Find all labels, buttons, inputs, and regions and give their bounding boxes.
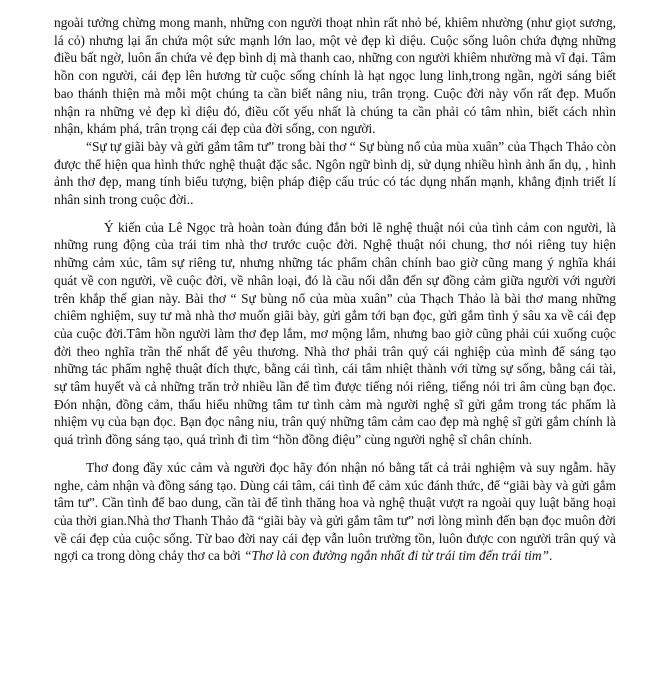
document-page <box>54 14 616 565</box>
paragraph-conclusion <box>54 459 616 565</box>
paragraph-beauty-of-life: ngoài tưởng chừng mong manh, những con người thoạt nhìn rất nhỏ bé, khiêm nhường (như giọt sương, lá cỏ) nhưng lại ẩn chứa một sức mạnh lớn lao, một vẻ đẹp kì diệu. Cuộc sống luôn chứa đựng những điều bất ngờ, luôn ẩn chứa vẻ đẹp bình dị mà thanh cao, những con người khiêm nhường mà vĩ đại. Tâm hồn con người, cái đẹp lên hương từ cuộc sống chính là hạt ngọc lung linh,trong ngần, ngời sáng biết bao thánh thiện mà mỗi một chúng ta cần biết nâng niu, trân trọng. Cuộc đời này vốn rất đẹp. Muốn nhận ra những vẻ đẹp kì diệu đó, điều cốt yếu nhất là chúng ta cần phải có tâm nhìn, biết cách nhìn nhận, khám phá, trân trọng cái đẹp của đời sống, con người. <box>54 15 616 137</box>
conclusion-text: Thơ đong đầy xúc cảm và người đọc hãy đón nhận nó bằng tất cả trải nghiệm và suy ngẫm. hãy nghe, cảm nhận và đồng sáng tạo. Dùng cái tâm, cái tình để cảm xúc đánh thức, để “giãi bày và gửi gắm tâm tư”. Cần tình để bao dung, cần tài để tình thăng hoa và nghệ thuật vượt ra ngoài quy luật băng hoại của thời gian.Nhà thơ Thanh Thảo đã “giãi bày và gửi gắm tâm tư” nơi lòng mình đến bạn đọc muôn đời về cái đẹp của cuộc sống. Từ bao đời nay cái đẹp vẫn luôn trường tồn, luôn được con người trân quý và ngợi ca trong dòng chảy thơ ca bởi <box>54 459 616 564</box>
paragraph-le-ngoc-tra-opinion: Ý kiến của Lê Ngọc trà hoàn toàn đúng đắn bởi lẽ nghệ thuật nói của tình cảm con người, là những rung động của trái tim nhà thơ trước cuộc đời. Nghệ thuật nói chung, thơ nói riêng tuy hiện những cảm xúc, tâm sự riêng tư, nhưng những tác phẩm chân chính bao giờ cũng mang ý nghĩa khái quát về con người, về cuộc đời, về nhân loại, đó là cầu nối dẫn đến sự đồng cảm giữa người với người trên khắp thế gian này. Bài thơ “ Sự bùng nổ của mùa xuân” của Thạch Thảo là bài thơ mang những chiêm nghiệm, suy tư mà nhà thơ muốn giãi bày, gửi gắm tới bạn đọc, gửi gắm tình ý sâu xa về cái đẹp của cuộc đời.Tâm hồn người làm thơ đẹp lắm, mơ mộng lắm, nhưng bao giờ cũng phải cúi xuống cuộc đời theo nghĩa trần thế nhất để yêu thương. Nhà thơ phải trân quý cái nghiệp của mình để sáng tạo những tác phẩm nghệ thuật đích thực, bằng cái tình, cái tâm nhiệt thành với từng sự sống, bằng cái tài, sự tâm huyết và cả những trăn trở nhiều lần để tìm được tiếng nói riêng, tiếng nói tri âm cùng bạn đọc. Đón nhận, đồng cảm, thấu hiểu những tâm tư tình cảm mà người nghệ sĩ gửi gắm trong tác phẩm là nhiệm vụ của bạn đọc. Bạn đọc nâng niu, trân quý những tâm cảm cao đẹp mà nghệ sĩ gửi gắm chính là quá trình đồng sáng tạo, quá trình đi tìm “hồn đồng điệu” cùng người nghệ sĩ chân chính. <box>54 219 616 448</box>
paragraph-gap <box>54 209 616 219</box>
paragraph-artistic-form: “Sự tự giãi bày và gửi gắm tâm tư” trong bài thơ “ Sự bùng nổ của mùa xuân” của Thạch Thảo còn được thể hiện qua hình thức nghệ thuật đặc sắc. Ngôn ngữ bình dị, sử dụng nhiều hình ảnh ẩn dụ, , hình ảnh thơ đẹp, mang tính biểu tượng, biện pháp điệp cấu trúc có tác dụng nhấn mạnh, khẳng định triết lí nhân sinh trong cuộc đời.. <box>54 138 617 208</box>
conclusion-ending: . <box>549 548 553 564</box>
paragraph-gap <box>54 449 616 459</box>
poetry-quote: “Thơ là con đường ngắn nhất đi từ trái tim đến trái tim” <box>244 548 549 564</box>
